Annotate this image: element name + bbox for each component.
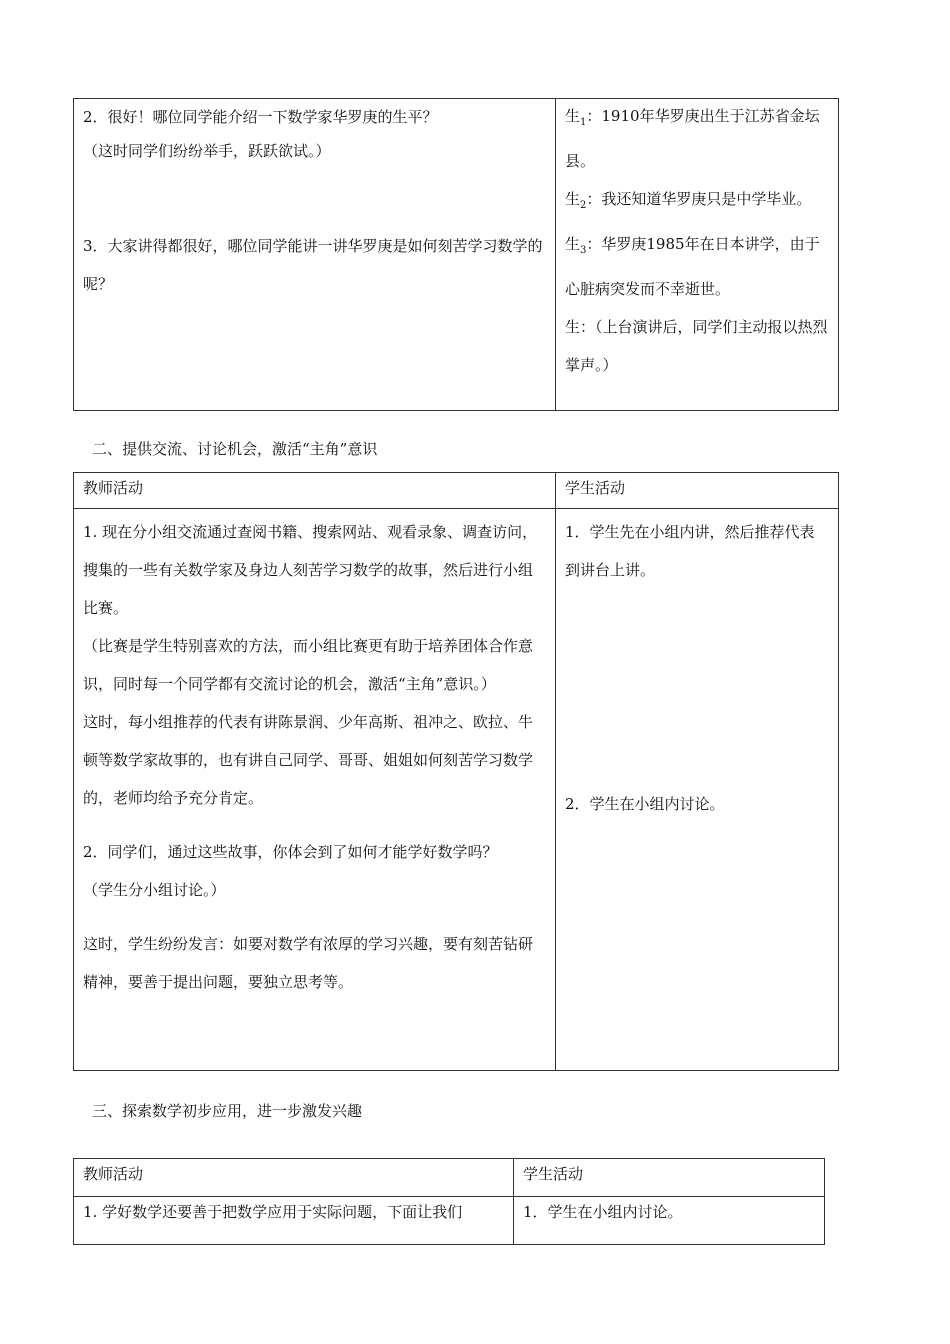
student-answer-2: 生$_2$：我还知道华罗庚只是中学毕业。 <box>565 190 812 211</box>
teacher-note-2: （学生分小组讨论。） <box>83 881 226 899</box>
header-teacher-activity: 教师活动 <box>74 1159 514 1197</box>
teacher-item-2: 2．很好！哪位同学能介绍一下数学家华罗庚的生平？ <box>83 108 438 126</box>
teacher-item-1: 1. 现在分小组交流通过查阅书籍、搜索网站、观看录象、调查访问，搜集的一些有关数学家及身边人刻苦学习数学的故事，然后进行小组比赛。 <box>83 523 538 617</box>
student-item-2: 2．学生在小组内讨论。 <box>565 795 725 813</box>
teacher-note: （比赛是学生特别喜欢的方法，而小组比赛更有助于培养团体合作意识，同时每一个同学都有交流讨论的机会，激活“主角”意识。） <box>83 637 534 693</box>
header-student-activity: 学生活动 <box>556 473 839 509</box>
student-item-1: 1．学生先在小组内讲，然后推荐代表到讲台上讲。 <box>565 523 815 579</box>
table-section-2 <box>73 472 839 1071</box>
header-teacher-activity: 教师活动 <box>74 473 556 509</box>
teacher-item-2: 2．同学们，通过这些故事，你体会到了如何才能学好数学吗？ <box>83 843 498 861</box>
teacher-observation: 这时，每小组推荐的代表有讲陈景润、少年高斯、祖冲之、欧拉、牛顿等数学家故事的，也有讲自己同学、哥哥、姐姐如何刻苦学习数学的，老师均给予充分肯定。 <box>83 713 534 807</box>
teacher-note: （这时同学们纷纷举手，跃跃欲试。） <box>83 142 331 160</box>
table-section-3 <box>73 1158 825 1245</box>
student-answer-4: 生：（上台演讲后，同学们主动报以热烈掌声。） <box>565 318 828 374</box>
student-cell <box>556 509 839 1071</box>
header-student-activity: 学生活动 <box>514 1159 825 1197</box>
table-continued <box>73 98 839 411</box>
teacher-item-1: 1. 学好数学还要善于把数学应用于实际问题，下面让我们 <box>74 1197 514 1245</box>
teacher-cell <box>74 509 556 1071</box>
teacher-cell <box>74 99 556 411</box>
student-item-1: 1．学生在小组内讨论。 <box>514 1197 825 1245</box>
student-answer-3: 生$_3$：华罗庚1985年在日本讲学，由于心脏病突发而不幸逝世。 <box>565 235 820 298</box>
teacher-item-3: 3．大家讲得都很好，哪位同学能讲一讲华罗庚是如何刻苦学习数学的呢？ <box>83 237 543 293</box>
student-cell <box>556 99 839 411</box>
section-3-heading: 三、探索数学初步应用，进一步激发兴趣 <box>92 1102 363 1120</box>
section-2-heading: 二、提供交流、讨论机会，激活“主角”意识 <box>92 440 378 458</box>
student-answer-1: 生$_1$：1910年华罗庚出生于江苏省金坛县。 <box>565 107 820 170</box>
teacher-observation-2: 这时，学生纷纷发言：如要对数学有浓厚的学习兴趣，要有刻苦钻研精神，要善于提出问题，要独立思考等。 <box>83 935 534 991</box>
